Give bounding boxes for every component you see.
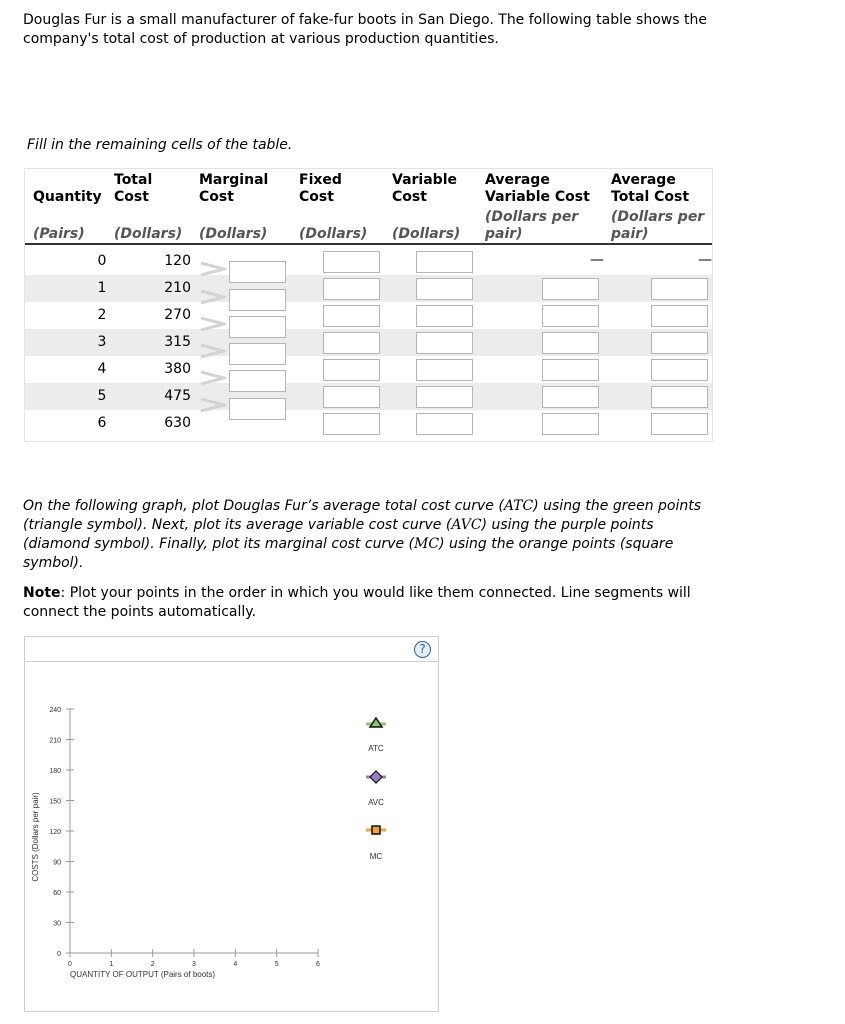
atc-input-q4[interactable] <box>651 359 708 381</box>
table-row <box>25 329 712 356</box>
variable-cost-input-q2[interactable] <box>416 305 473 327</box>
quantity-cell: 1 <box>97 280 107 296</box>
y-tick-label: 240 <box>49 707 61 714</box>
atc-input-q6[interactable] <box>651 413 708 435</box>
fixed-cost-input-q6[interactable] <box>323 413 380 435</box>
quantity-cell: 5 <box>97 388 107 404</box>
total-cost-cell: 315 <box>164 334 191 350</box>
graph-instruction: On the following graph, plot Douglas Fur’s average total cost curve (ATC) using the green points (triangle symbol). Next, plot its average variable cost curve (AVC) using the purple points (diamond symbol). Finally, plot its marginal cost curve (MC) using the orange points (square symbol). <box>23 498 702 571</box>
note: Note: Plot your points in the order in which you would like them connected. Line segments will connect the points automatically. <box>23 585 691 620</box>
arrow-icon <box>200 344 226 358</box>
mc-legend-label: MC <box>369 852 383 861</box>
marginal-cost-input-q2[interactable] <box>229 289 286 311</box>
avc-diamond-icon <box>370 771 382 783</box>
header-fixed-2: Cost <box>299 189 334 205</box>
y-tick-label: 180 <box>49 768 61 775</box>
marginal-cost-input-q4[interactable] <box>229 343 286 365</box>
fixed-cost-input-q2[interactable] <box>323 305 380 327</box>
table-row <box>25 383 712 410</box>
y-tick-label: 60 <box>53 890 61 897</box>
fixed-cost-input-q4[interactable] <box>323 359 380 381</box>
table-row <box>25 248 712 275</box>
x-tick-label: 5 <box>274 961 279 968</box>
atc-legend-label: ATC <box>368 744 384 753</box>
table-row <box>25 356 712 383</box>
avc-input-q4[interactable] <box>542 359 599 381</box>
header-marginal-1: Marginal <box>199 172 269 188</box>
arrow-icon <box>200 317 226 331</box>
atc-input-q2[interactable] <box>651 305 708 327</box>
quantity-cell: 0 <box>97 253 107 269</box>
atc-input-q5[interactable] <box>651 386 708 408</box>
graph-header <box>25 637 438 662</box>
variable-cost-input-q3[interactable] <box>416 332 473 354</box>
unit-atc-1: (Dollars per <box>611 209 705 225</box>
table-row <box>25 302 712 329</box>
header-quantity: Quantity <box>33 189 102 205</box>
y-tick-label: 30 <box>53 920 61 928</box>
header-fixed-1: Fixed <box>299 172 342 188</box>
avc-input-q5[interactable] <box>542 386 599 408</box>
header-avc-1: Average <box>485 172 550 188</box>
y-tick-label: 0 <box>57 951 61 958</box>
x-tick-label: 6 <box>316 961 320 968</box>
arrow-icon <box>200 371 226 385</box>
marginal-cost-input-q3[interactable] <box>229 316 286 338</box>
atc-dash: — <box>698 252 712 268</box>
quantity-cell: 6 <box>97 415 107 431</box>
x-tick-label: 2 <box>150 961 155 968</box>
y-tick-label: 150 <box>49 798 61 806</box>
y-tick-label: 120 <box>49 829 61 836</box>
table-instruction: Fill in the remaining cells of the table. <box>27 137 293 153</box>
quantity-cell: 3 <box>97 334 107 350</box>
quantity-cell: 4 <box>97 361 107 377</box>
total-cost-cell: 270 <box>164 307 191 323</box>
header-avc-2: Variable Cost <box>485 189 590 205</box>
avc-input-q6[interactable] <box>542 413 599 435</box>
graph-panel <box>24 636 439 1012</box>
problem-intro: Douglas Fur is a small manufacturer of fake-fur boots in San Diego. The following table shows the company's total cost of production at various production quantities. <box>23 12 707 47</box>
marginal-cost-input-q1[interactable] <box>229 261 286 283</box>
fixed-cost-input-q1[interactable] <box>323 278 380 300</box>
marginal-cost-input-q6[interactable] <box>229 398 286 420</box>
x-tick-label: 4 <box>233 961 238 968</box>
avc-dash: — <box>590 252 604 268</box>
cost-graph[interactable] <box>25 662 438 1012</box>
total-cost-cell: 475 <box>164 388 191 404</box>
arrow-icon <box>200 262 226 276</box>
avc-input-q2[interactable] <box>542 305 599 327</box>
unit-marginal: (Dollars) <box>199 226 268 242</box>
variable-cost-input-q5[interactable] <box>416 386 473 408</box>
x-axis-label: QUANTITY OF OUTPUT (Pairs of boots) <box>70 970 216 979</box>
avc-legend-label: AVC <box>368 798 384 807</box>
avc-input-q3[interactable] <box>542 332 599 354</box>
header-variable-2: Cost <box>392 189 427 205</box>
total-cost-cell: 630 <box>164 415 191 431</box>
header-marginal-2: Cost <box>199 189 234 205</box>
fixed-cost-input-q0[interactable] <box>323 251 380 273</box>
x-tick-label: 3 <box>192 961 196 968</box>
unit-atc-2: pair) <box>611 226 649 242</box>
header-total-cost-1: Total <box>114 172 153 188</box>
total-cost-cell: 120 <box>164 253 191 269</box>
header-total-cost-2: Cost <box>114 189 149 205</box>
y-tick-label: 90 <box>53 859 61 867</box>
unit-total-cost: (Dollars) <box>114 226 183 242</box>
variable-cost-input-q6[interactable] <box>416 413 473 435</box>
variable-cost-input-q1[interactable] <box>416 278 473 300</box>
arrow-icon <box>200 290 226 304</box>
unit-quantity: (Pairs) <box>33 226 85 242</box>
table-row <box>25 410 712 437</box>
atc-input-q1[interactable] <box>651 278 708 300</box>
table-row <box>25 275 712 302</box>
quantity-cell: 2 <box>97 307 107 323</box>
total-cost-cell: 210 <box>164 280 191 296</box>
y-axis-label: COSTS (Dollars per pair) <box>31 792 40 882</box>
y-tick-label: 210 <box>49 737 61 745</box>
avc-input-q1[interactable] <box>542 278 599 300</box>
fixed-cost-input-q5[interactable] <box>323 386 380 408</box>
unit-fixed: (Dollars) <box>299 226 368 242</box>
header-variable-1: Variable <box>392 172 457 188</box>
variable-cost-input-q4[interactable] <box>416 359 473 381</box>
marginal-cost-input-q5[interactable] <box>229 370 286 392</box>
unit-avc-2: pair) <box>485 226 523 242</box>
header-atc-1: Average <box>611 172 676 188</box>
unit-variable: (Dollars) <box>392 226 461 242</box>
arrow-icon <box>200 398 226 412</box>
x-tick-label: 1 <box>109 961 114 968</box>
cost-table <box>24 168 713 442</box>
atc-input-q3[interactable] <box>651 332 708 354</box>
header-atc-2: Total Cost <box>611 189 690 205</box>
variable-cost-input-q0[interactable] <box>416 251 473 273</box>
fixed-cost-input-q3[interactable] <box>323 332 380 354</box>
help-icon[interactable]: ? <box>414 641 431 658</box>
total-cost-cell: 380 <box>164 361 191 377</box>
unit-avc-1: (Dollars per <box>485 209 579 225</box>
x-tick-label: 0 <box>68 961 72 968</box>
mc-square-icon <box>372 826 380 834</box>
header-divider <box>25 243 712 245</box>
